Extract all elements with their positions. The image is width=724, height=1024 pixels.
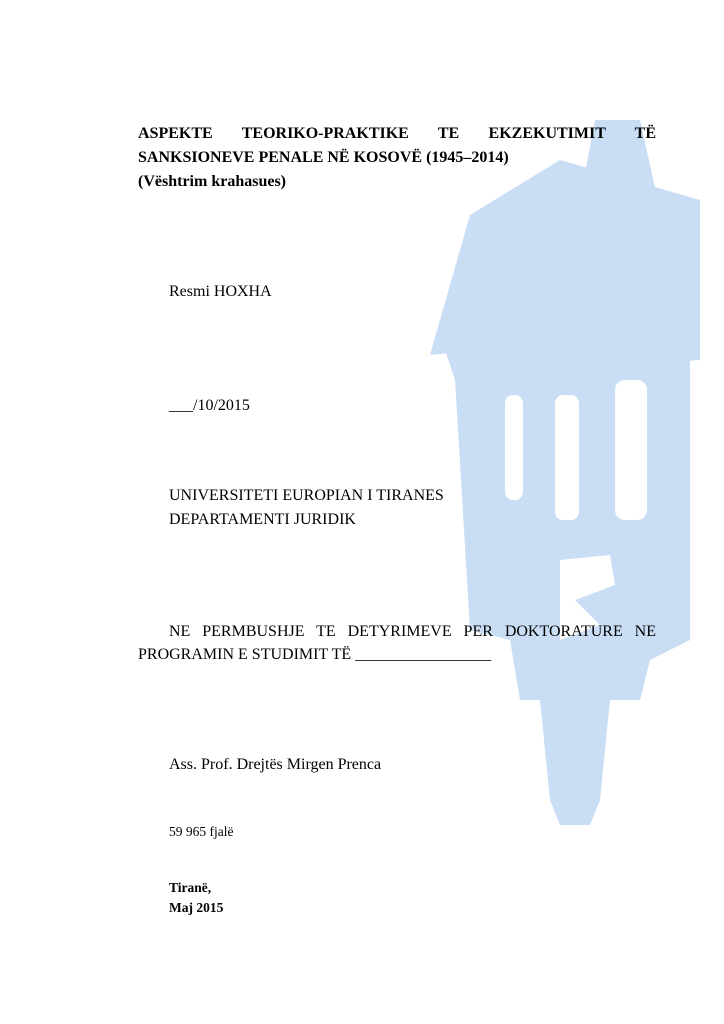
place-city: Tiranë, [169, 880, 212, 895]
department-name: DEPARTAMENTI JURIDIK [169, 511, 356, 528]
university-name: UNIVERSITETI EUROPIAN I TIRANES [169, 487, 444, 504]
thesis-subtitle: (Vështrim krahasues) [138, 173, 286, 190]
thesis-title-line-2: SANKSIONEVE PENALE NË KOSOVË (1945–2014) [138, 149, 509, 166]
supervisor-name: Ass. Prof. Drejtës Mirgen Prenca [169, 756, 382, 773]
month-year: Maj 2015 [169, 900, 224, 915]
author-name: Resmi HOXHA [169, 283, 272, 300]
fulfillment-statement-line-1: NE PERMBUSHJE TE DETYRIMEVE PER DOKTORATURE NE [169, 623, 656, 640]
fulfillment-statement-line-2: PROGRAMIN E STUDIMIT TË _________________ [138, 646, 492, 663]
thesis-title-line-1: ASPEKTE TEORIKO-PRAKTIKE TE EKZEKUTIMIT TË [138, 125, 656, 142]
submission-date: ___/10/2015 [169, 397, 250, 414]
word-count: 59 965 fjalë [169, 824, 234, 839]
